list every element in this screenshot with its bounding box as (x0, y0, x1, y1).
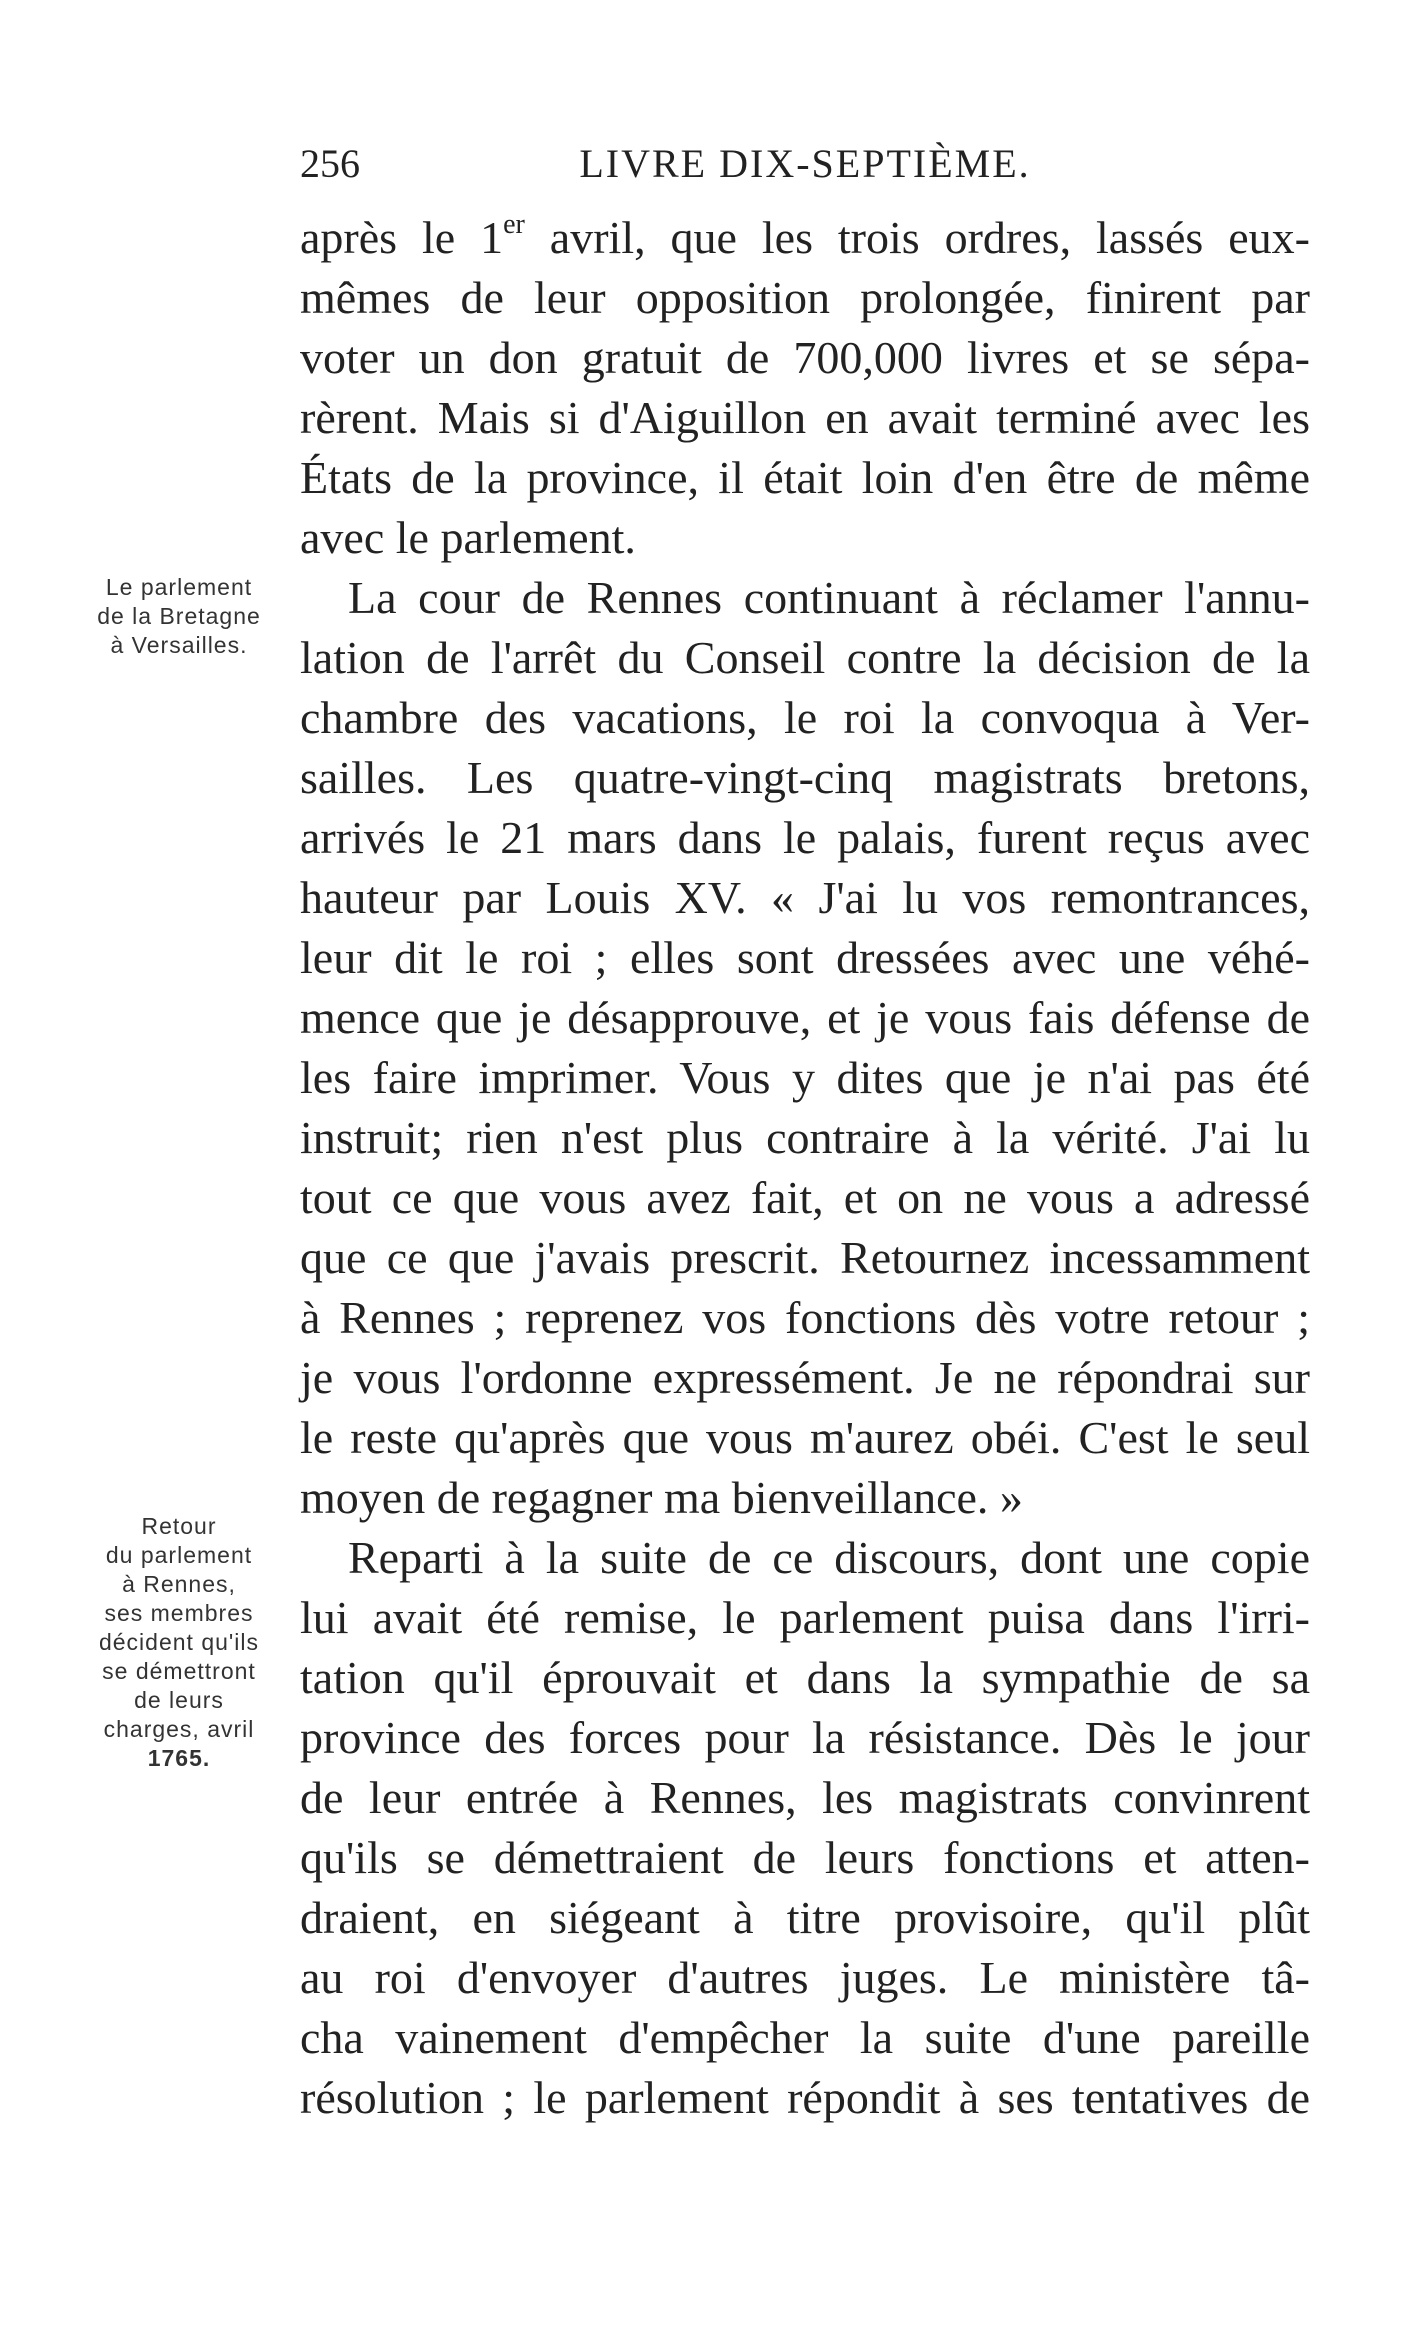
text-line: cha vainement d'empêcher la suite d'une pareille (300, 2012, 1310, 2063)
running-title: LIVRE DIX-SEPTIÈME. (579, 141, 1031, 186)
text-line: La cour de Rennes continuant à réclamer l'annu- (348, 572, 1310, 623)
text-line: le reste qu'après que vous m'aurez obéi. C'est le seul (300, 1412, 1310, 1463)
text-line: au roi d'envoyer d'autres juges. Le ministère tâ- (300, 1952, 1310, 2003)
text-line: États de la province, il était loin d'en être de même (300, 452, 1310, 503)
text-line: Reparti à la suite de ce discours, dont une copie (348, 1532, 1310, 1583)
text-line: province des forces pour la résistance. Dès le jour (300, 1712, 1310, 1763)
text-line: avec le parlement. (300, 512, 636, 563)
text-line: tation qu'il éprouvait et dans la sympathie de sa (300, 1652, 1310, 1703)
text-line: lui avait été remise, le parlement puisa dans l'irri- (300, 1592, 1310, 1643)
margin-note-line: décident qu'ils (98, 1629, 260, 1655)
text-line: chambre des vacations, le roi la convoqua à Ver- (300, 692, 1310, 743)
text-line: mence que je désapprouve, et je vous fais défense de (300, 992, 1310, 1043)
margin-note-line: ses membres (104, 1600, 254, 1626)
text-line: je vous l'ordonne expressément. Je ne répondrai sur (300, 1352, 1310, 1403)
margin-note-line: de leurs (134, 1687, 224, 1713)
margin-note-line: à Versailles. (110, 632, 248, 658)
margin-note-parlement-versailles (84, 573, 274, 660)
margin-note-line: Le parlement (105, 574, 253, 600)
margin-note-line: charges, avril (103, 1716, 255, 1742)
text-line (300, 208, 1310, 268)
text-line: à Rennes ; reprenez vos fonctions dès votre retour ; (300, 1292, 1310, 1343)
text-line: sailles. Les quatre-vingt-cinq magistrats bretons, (300, 752, 1310, 803)
text-line: tout ce que vous avez fait, et on ne vous a adressé (300, 1172, 1310, 1223)
text-line: instruit; rien n'est plus contraire à la vérité. J'ai lu (300, 1112, 1310, 1163)
margin-note-line: du parlement (105, 1542, 253, 1568)
margin-note-line: à Rennes, (122, 1571, 236, 1597)
text-line: arrivés le 21 mars dans le palais, furent reçus avec (300, 812, 1310, 863)
margin-note-line: 1765. (147, 1745, 211, 1771)
text-line: mêmes de leur opposition prolongée, finirent par (300, 272, 1310, 323)
text-line: lation de l'arrêt du Conseil contre la décision de la (300, 632, 1310, 683)
margin-note-line: se démettront (102, 1658, 256, 1684)
margin-note-line: Retour (141, 1513, 217, 1539)
text-line: leur dit le roi ; elles sont dressées avec une véhé- (300, 932, 1310, 983)
text-line: que ce que j'avais prescrit. Retournez incessamment (300, 1232, 1310, 1283)
text-line: voter un don gratuit de 700,000 livres et se sépa- (300, 332, 1310, 383)
text-fragment: après le 1 (300, 212, 504, 263)
page-number: 256 (300, 141, 360, 186)
text-line: qu'ils se démettraient de leurs fonctions et atten- (300, 1832, 1310, 1883)
ordinal-superscript: er (503, 209, 525, 240)
text-fragment: avril, que les trois ordres, lassés eux- (524, 212, 1310, 263)
text-line: rèrent. Mais si d'Aiguillon en avait terminé avec les (300, 392, 1310, 443)
body-text (300, 208, 1310, 2128)
text-line: de leur entrée à Rennes, les magistrats convinrent (300, 1772, 1310, 1823)
margin-note-line: de la Bretagne (97, 603, 261, 629)
text-line: les faire imprimer. Vous y dites que je n'ai pas été (300, 1052, 1310, 1103)
text-line: draient, en siégeant à titre provisoire, qu'il plût (300, 1892, 1310, 1943)
page-header (300, 140, 1310, 200)
text-line: résolution ; le parlement répondit à ses tentatives de (300, 2072, 1310, 2123)
text-line: moyen de regagner ma bienveillance. » (300, 1472, 1023, 1523)
margin-note-retour-rennes (84, 1512, 274, 1773)
text-line: hauteur par Louis XV. « J'ai lu vos remontrances, (300, 872, 1310, 923)
